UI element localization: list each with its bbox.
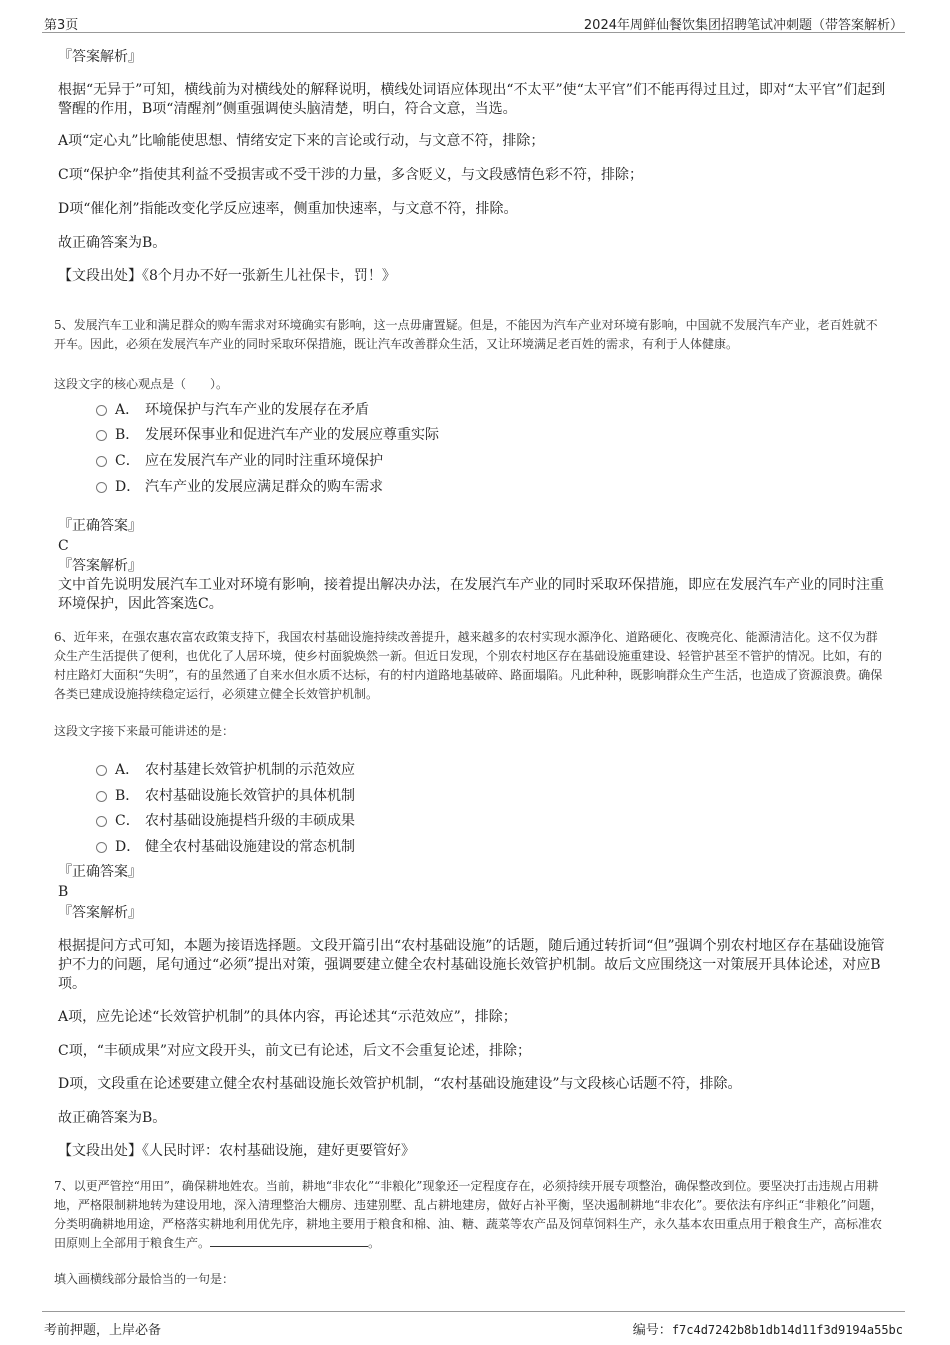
q6-analysis-main: 根据提问方式可知，本题为接语选择题。文段开篇引出“农村基础设施”的话题，随后通过转折词“但”强调个别农村地区存在基础设施管护不力的问题，尾句通过“必须”提出对策，强调要建立健全农村基础设施长效管护机制。故后文应围绕这一对策展开具体论述，对应B项。 (58, 938, 885, 992)
q6-option-d[interactable]: D． 健全农村基础设施建设的常态机制 (96, 836, 355, 856)
page-number: 第3页 (44, 18, 79, 33)
radio-icon[interactable] (96, 765, 107, 776)
q6-option-b[interactable]: B． 农村基础设施长效管护的具体机制 (96, 785, 355, 805)
radio-icon[interactable] (96, 791, 107, 802)
q5-option-d[interactable]: D． 汽车产业的发展应满足群众的购车需求 (96, 476, 383, 496)
q6-source: 【文段出处】《人民时评：农村基础设施，建好更要管好》 (58, 1143, 415, 1159)
q4-analysis-main: 根据“无异于”可知，横线前为对横线处的解释说明，横线处词语应体现出“不太平”使“太平官”们不能再得过且过，即对“太平官”们起到警醒的作用，B项“清醒剂”侧重强调使头脑清楚，明白，符合文意，当选。 (58, 82, 886, 117)
answer-blank (210, 1234, 368, 1247)
q6-analysis-label: 『答案解析』 (58, 905, 142, 921)
q4-conclusion: 故正确答案为B。 (58, 235, 167, 251)
q5-analysis-label: 『答案解析』 (58, 558, 142, 574)
radio-icon[interactable] (96, 482, 107, 493)
q7-stem: 7、以更严管控“用田”，确保耕地姓农。当前，耕地“非农化”“非粮化”现象还一定程度存在，必须持续开展专项整治，确保整改到位。要坚决打击违规占用耕地，严格限制耕地转为建设用地，深入清理整治大棚房、违建别墅、乱占耕地建房，做好占补平衡，坚决遏制耕地“非农化”。要依法有序纠正“非粮化”问题，分类明确耕地用途，严格落实耕地利用优先序，耕地主要用于粮食和棉、油、糖、蔬菜等农产品及饲草饲料生产，永久基本农田重点用于粮食生产，高标准农田原则上全部用于粮食生产。 。 (54, 1179, 883, 1250)
document-code: 编号：f7c4d7242b8b1db14d11f3d9194a55bc (632, 1323, 903, 1338)
q6-analysis-option-a: A项，应先论述“长效管护机制”的具体内容，再论述其“示范效应”，排除； (58, 1009, 517, 1025)
q6-conclusion: 故正确答案为B。 (58, 1110, 167, 1126)
page-header (42, 10, 905, 33)
q6-question: 这段文字接下来最可能讲述的是： (54, 724, 235, 738)
q6-analysis-option-c: C项，“丰硕成果”对应文段开头，前文已有论述，后文不会重复论述，排除； (58, 1043, 532, 1059)
q5-question: 这段文字的核心观点是（ ）。 (54, 377, 229, 391)
q4-analysis-option-d: D项“催化剂”指能改变化学反应速率，侧重加快速率，与文意不符，排除。 (58, 201, 518, 217)
q5-stem: 5、发展汽车工业和满足群众的购车需求对环境确实有影响，这一点毋庸置疑。但是，不能因为汽车产业对环境有影响，中国就不发展汽车产业，老百姓就不开车。因此，必须在发展汽车产业的同时采取环保措施，既让汽车改善群众生活，又让环境满足老百姓的需求，有利于人体健康。 (54, 318, 878, 351)
q4-analysis-option-c: C项“保护伞”指使其利益不受损害或不受干涉的力量，多含贬义，与文段感情色彩不符，排除； (58, 167, 644, 183)
radio-icon[interactable] (96, 405, 107, 416)
q6-analysis-option-d: D项，文段重在论述要建立健全农村基础设施长效管护机制，“农村基础设施建设”与文段核心话题不符，排除。 (58, 1076, 742, 1092)
q6-stem: 6、近年来，在强农惠农富农政策支持下，我国农村基础设施持续改善提升，越来越多的农村实现水源净化、道路硬化、夜晚亮化、能源清洁化。这不仅为群众生产生活提供了便利，也优化了人居环境，使乡村面貌焕然一新。但近日发现，个别农村地区存在基础设施重建设、轻管护甚至不管护的情况。比如，有的村庄路灯大面积“失明”，有的虽然通了自来水但水质不达标，有的村内道路地基破碎、路面塌陷。凡此种种，既影响群众生产生活，也造成了资源浪费。确保各类已建成设施持续稳定运行，必须建立健全长效管护机制。 (54, 630, 883, 701)
radio-icon[interactable] (96, 456, 107, 467)
q6-answer: B (58, 884, 69, 900)
q7-question: 填入画横线部分最恰当的一句是： (54, 1272, 235, 1286)
document-title: 2024年周鲜仙餐饮集团招聘笔试冲刺题（带答案解析） (583, 18, 903, 33)
q5-option-a[interactable]: A． 环境保护与汽车产业的发展存在矛盾 (96, 399, 369, 419)
q4-analysis-label: 『答案解析』 (58, 49, 142, 65)
q5-option-b[interactable]: B． 发展环保事业和促进汽车产业的发展应尊重实际 (96, 424, 439, 444)
q5-answer: C (58, 538, 69, 554)
q5-answer-label: 『正确答案』 (58, 518, 142, 534)
q4-analysis-option-a: A项“定心丸”比喻能使思想、情绪安定下来的言论或行动，与文意不符，排除； (58, 133, 545, 149)
q4-source: 【文段出处】《8个月办不好一张新生儿社保卡，罚！》 (58, 268, 396, 284)
q5-analysis: 文中首先说明发展汽车工业对环境有影响，接着提出解决办法，在发展汽车产业的同时采取环保措施，即应在发展汽车产业的同时注重环境保护，因此答案选C。 (58, 577, 884, 612)
page-footer (42, 1311, 905, 1340)
radio-icon[interactable] (96, 816, 107, 827)
q6-option-a[interactable]: A． 农村基建长效管护机制的示范效应 (96, 759, 355, 779)
radio-icon[interactable] (96, 842, 107, 853)
q6-option-c[interactable]: C． 农村基础设施提档升级的丰硕成果 (96, 810, 355, 830)
q5-option-c[interactable]: C． 应在发展汽车产业的同时注重环境保护 (96, 450, 383, 470)
q6-answer-label: 『正确答案』 (58, 864, 142, 880)
footer-slogan: 考前押题，上岸必备 (44, 1323, 162, 1338)
radio-icon[interactable] (96, 430, 107, 441)
